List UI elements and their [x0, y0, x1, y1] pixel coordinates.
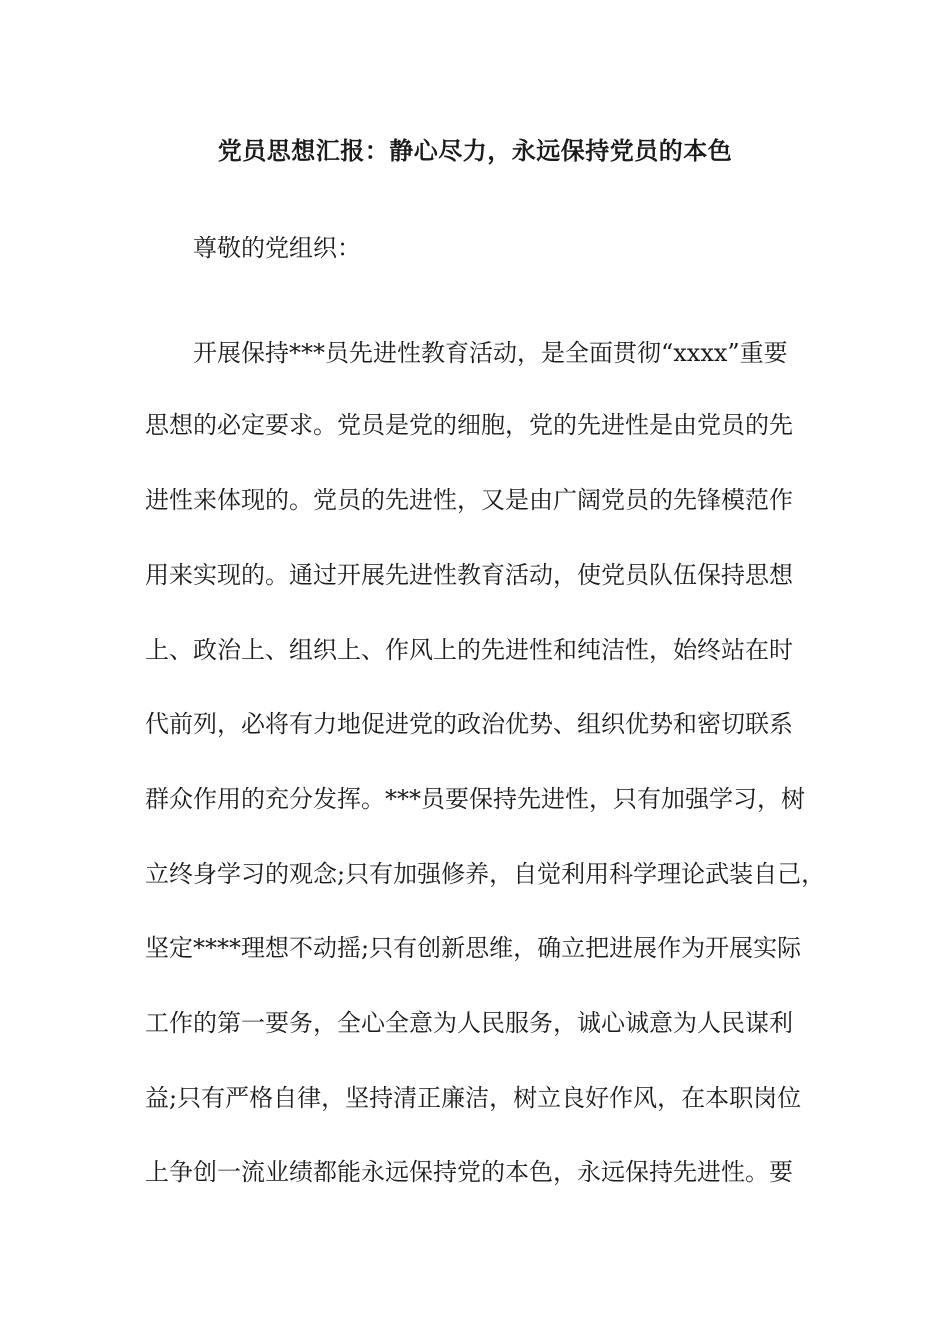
- body-line: 群众作用的充分发挥。***员要保持先进性，只有加强学习，树: [145, 785, 805, 813]
- body-line: 上、政治上、组织上、作风上的先进性和纯洁性，始终站在时: [145, 636, 793, 664]
- body-line: 代前列，必将有力地促进党的政治优势、组织优势和密切联系: [145, 710, 793, 738]
- body-line: 上争创一流业绩都能永远保持党的本色，永远保持先进性。要: [145, 1158, 793, 1186]
- document-title: 党员思想汇报：静心尽力，永远保持党员的本色: [217, 137, 733, 165]
- body-line: 开展保持***员先进性教育活动，是全面贯彻“xxxx”重要: [193, 339, 788, 367]
- body-line: 思想的必定要求。党员是党的细胞，党的先进性是由党员的先: [145, 411, 793, 439]
- body-line: 用来实现的。通过开展先进性教育活动，使党员队伍保持思想: [145, 561, 793, 589]
- body-line: 益;只有严格自律，坚持清正廉洁，树立良好作风，在本职岗位: [145, 1084, 802, 1112]
- body-line: 工作的第一要务，全心全意为人民服务，诚心诚意为人民谋利: [145, 1009, 793, 1037]
- body-line: 坚定****理想不动摇;只有创新思维，确立把进展作为开展实际: [145, 934, 802, 962]
- body-line: 进性来体现的。党员的先进性，又是由广阔党员的先锋模范作: [145, 486, 793, 514]
- salutation: 尊敬的党组织：: [193, 234, 361, 262]
- body-line: 立终身学习的观念;只有加强修养，自觉利用科学理论武装自己，: [145, 860, 826, 888]
